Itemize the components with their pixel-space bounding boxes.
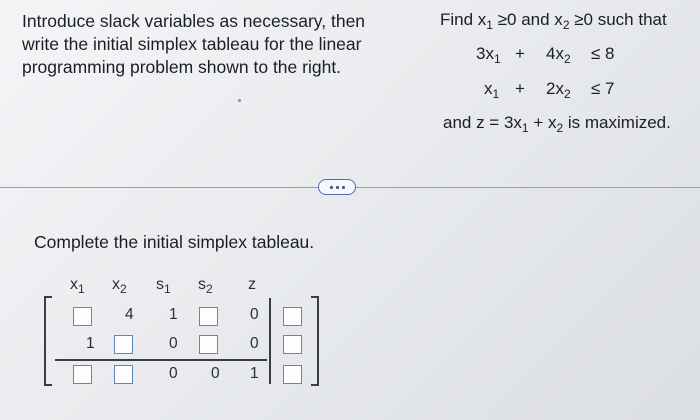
rhs-column-separator (269, 298, 271, 384)
header-z: z (248, 276, 256, 293)
cell-r2-x1: 1 (86, 335, 95, 352)
matrix-left-bracket (44, 296, 52, 386)
expand-more-button[interactable] (318, 179, 356, 195)
constraint-2-rhs: ≤ 7 (591, 79, 615, 98)
answer-box-r1-x1[interactable] (73, 307, 92, 326)
matrix-right-bracket (311, 296, 319, 386)
cell-r1-x2: 4 (125, 306, 134, 323)
constraint-2-plus: + (515, 79, 525, 98)
header-x1: $x_1$ (70, 276, 85, 296)
objective-line: and $z = 3x_1 + x_2$ is maximized. (443, 113, 671, 135)
cell-r3-z: 1 (250, 365, 259, 382)
objective-row-separator (55, 359, 267, 361)
cell-r3-s2: 0 (211, 365, 220, 382)
constraint-1-plus: + (515, 44, 525, 63)
problem-find-line: Find $x_1 \ge 0$ and $x_2 \ge 0$ such that (440, 10, 667, 32)
instructions-line-1: Introduce slack variables as necessary, then (22, 11, 366, 31)
constraint-2-term-1: $x_1$ (484, 79, 500, 101)
cell-r1-s1: 1 (169, 306, 178, 323)
header-x2: $x_2$ (112, 276, 127, 296)
answer-box-r1-s2[interactable] (199, 307, 218, 326)
answer-box-r2-s2[interactable] (199, 335, 218, 354)
answer-box-r1-rhs[interactable] (283, 307, 302, 326)
header-s1: $s_1$ (156, 276, 171, 296)
instructions-line-2: write the initial simplex tableau for the linear (22, 34, 362, 54)
answer-box-r2-rhs[interactable] (283, 335, 302, 354)
constraint-2-term-2: $2x_2$ (546, 79, 571, 101)
constraint-1-term-1: $3x_1$ (476, 44, 501, 66)
cell-r2-s1: 0 (169, 335, 178, 352)
instructions-line-3: programming problem shown to the right. (22, 57, 342, 77)
tableau-instruction: Complete the initial simplex tableau. (34, 232, 315, 252)
answer-box-r3-x2[interactable] (114, 365, 133, 384)
ellipsis-icon (330, 186, 333, 189)
problem-statement (0, 0, 700, 180)
cell-r3-s1: 0 (169, 365, 178, 382)
cell-r2-z: 0 (250, 335, 259, 352)
answer-box-r3-rhs[interactable] (283, 365, 302, 384)
answer-box-r2-x2[interactable] (114, 335, 133, 354)
constraint-1-term-2: $4x_2$ (546, 44, 571, 66)
answer-box-r3-x1[interactable] (73, 365, 92, 384)
header-s2: $s_2$ (198, 276, 213, 296)
constraint-1-rhs: ≤ 8 (591, 44, 615, 63)
cell-r1-z: 0 (250, 306, 259, 323)
